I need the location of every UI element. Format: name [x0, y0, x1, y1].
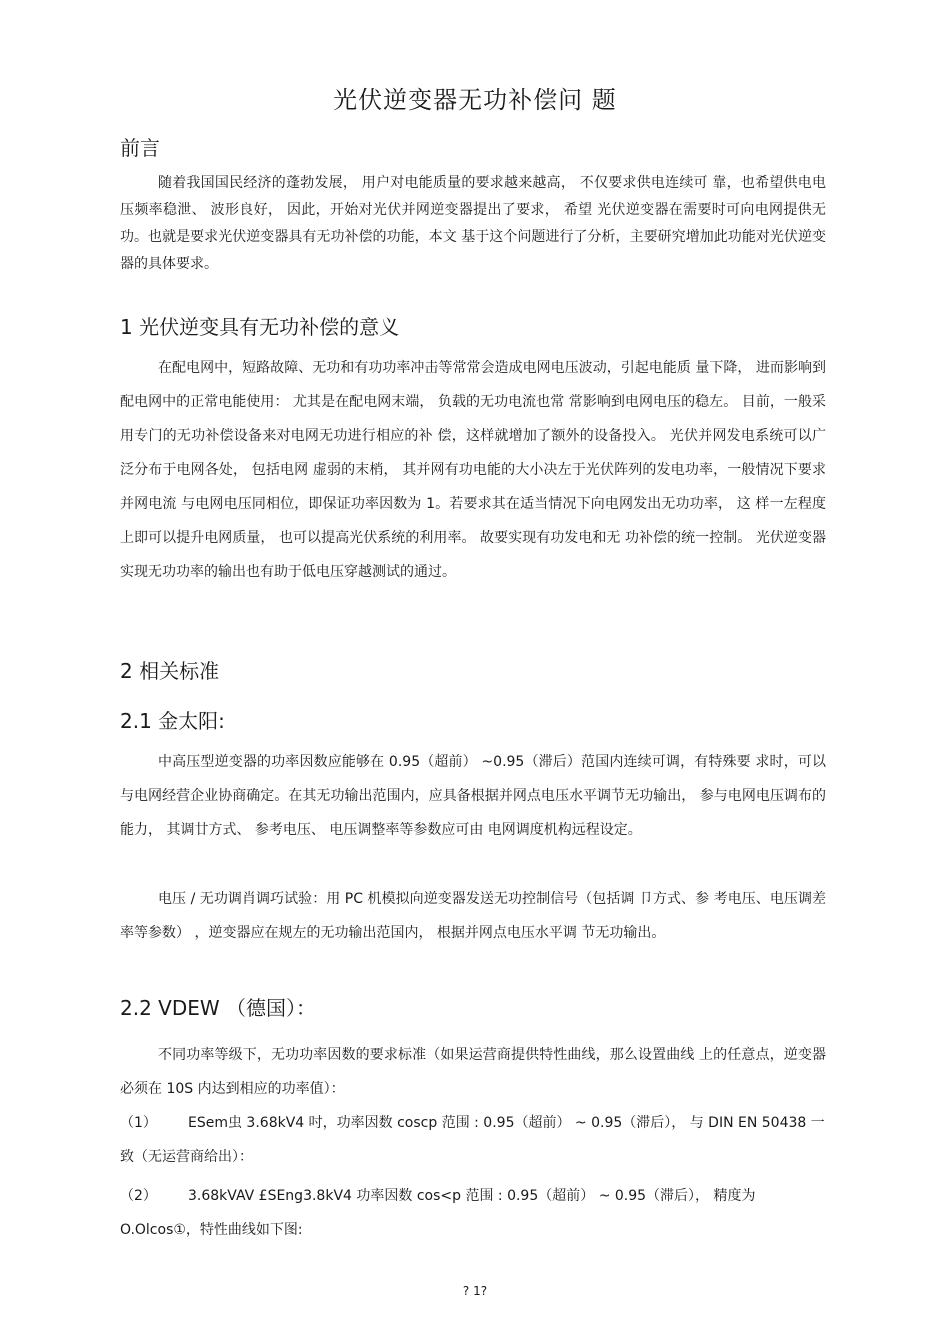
list-item — [120, 1179, 826, 1247]
preface-paragraph: 随着我国国民经济的蓬勃发展， 用户对电能质量的要求越来越高， 不仅要求供电连续可 靠，也希望供电电压频率稳泄、 波形良好， 因此，开始对光伏并网逆变器提出了要求， 希望 光伏逆变器在需要时可向电网提供无功。也就是要求光伏逆变器具有无功补偿的功能，本文 基于这个问题进行了分析，主要研究增加此功能对光伏逆变器的具体要求。 — [120, 175, 826, 272]
document-title: 光伏逆变器无功补偿问 题 — [333, 86, 617, 114]
section2-1-paragraph-2: 电压 / 无功调肖调巧试验：用 PC 机模拟向逆变器发送无功控制信号（包括调 卩方式、参 考电压、电压调差率等参数） ，逆变器应在规左的无功输出范国内， 根据并网点电压水平调 节无功输出。 — [120, 891, 826, 941]
page-number: ? 1? — [462, 1284, 488, 1298]
list-item-number: （2） — [120, 1188, 157, 1204]
section2-2-heading: 2.2 VDEW （德国）： — [120, 996, 317, 1020]
list-item-number: （1） — [120, 1115, 157, 1131]
section1-paragraph: 在配电网中，短路故障、无功和有功功率冲击等常常会造成电网电压波动，引起电能质 量下降， 进而影响到配电网中的正常电能使用： 尤其是在配电网末端， 负载的无功电流也常 常影响到电网电压的稳左。 目前，一般采用专门的无功补偿设备来对电网无功进行相应的补 偿，这样就增加了额外的设备投入。 光伏并网发电系统可以广泛分布于电网各处， 包括电网 虚弱的末梢， 其并网有功电能的大小决左于光伏阵列的发电功率，一般情况下要求并网电流 与电网电压同相位，即保证功率因数为 1。若要求其在适当情况下向电网发出无功功率， 这 样一左程度上即可以提升电网质量， 也可以提高光伏系统的利用率。 故要实现有功发电和无 功补偿的统一控制。 光伏逆变器实现无功功率的输出也有助于低电压穿越测试的通过。 — [120, 360, 826, 580]
list-item — [120, 1106, 826, 1174]
section2-heading: 2 相关标准 — [120, 659, 220, 683]
section2-1-heading: 2.1 金太阳: — [120, 709, 225, 733]
list-item-text: 3.68kVAV £SEng3.8kV4 功率因数 cos<p 范围 : 0.95（超前） ~ 0.95（滞后）， 精度为 O.Olcos①，特性曲线如下图: — [120, 1188, 756, 1238]
section1-heading: 1 光伏逆变具有无功补偿的意义 — [120, 315, 400, 339]
preface-heading: 前言 — [120, 136, 160, 160]
list-item-text: ESem虫 3.68kV4 吋，功率因数 coscp 范围 : 0.95（超前） ~ 0.95（滞后）， 与 DIN EN 50438 一致（无运营商给出）： — [120, 1115, 825, 1165]
section2-2-paragraph: 不同功率等级下，无功功率因数的要求标准（如果运营商提供特性曲线，那么设置曲线 上的任意点，逆变器必须在 10S 内达到相应的功率值）： — [120, 1047, 826, 1097]
section2-1-paragraph-1: 中高压型逆变器的功率因数应能够在 0.95（超前） ~0.95（滞后）范国内连续可调，有特殊要 求时，可以与电网经营企业协商确定。在其无功输出范围内，应具备根据并网点电压水平调节无功输出， 参与电网电压调布的能力， 其调廿方式、 参考电压、 电压调整率等参数应可由 电网调度机构远程设定。 — [120, 754, 826, 838]
